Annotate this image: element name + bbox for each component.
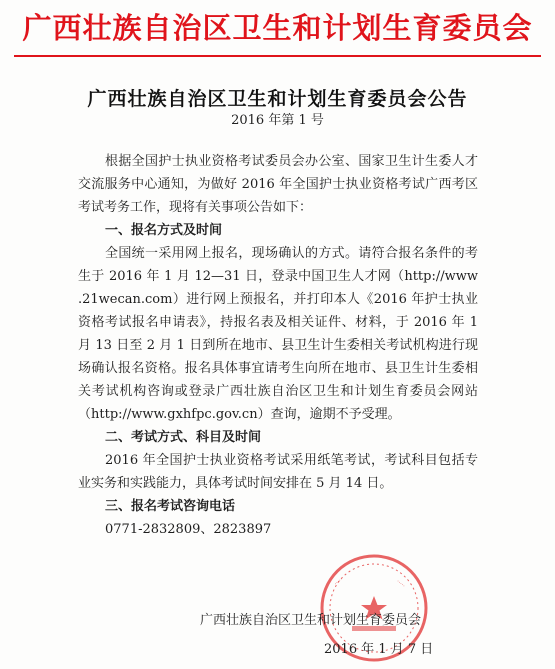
section-heading-contact: 三、报名考试咨询电话	[105, 499, 236, 514]
section-heading-exam: 二、考试方式、科目及时间	[105, 430, 262, 445]
document-title: 广西壮族自治区卫生和计划生育委员会公告	[87, 88, 468, 110]
signature-org: 广西壮族自治区卫生和计划生育委员会	[200, 613, 422, 628]
svg-text:·····: ·····	[394, 578, 407, 590]
section-heading-registration: 一、报名方式及时间	[105, 223, 223, 238]
intro-paragraph: 根据全国护士执业资格考试委员会办公室、国家卫生计生委人才交流服务中心通知，为做好 2016 年全国护士执业资格考试广西考区考试考务工作，现将有关事项公告如下：	[78, 154, 478, 215]
svg-text:·····: ·····	[332, 576, 345, 588]
section-paragraph-exam: 2016 年全国护士执业资格考试采用纸笔考试，考试科目包括专业实务和实践能力，具体考试时间安排在 5 月 14 日。	[78, 453, 478, 491]
section-paragraph-registration: 全国统一采用网上报名，现场确认的方式。请符合报名条件的考生于 2016 年 1 月 12—31 日，登录中国卫生人才网（http://www .21wecan.com）进行网上预报名，并打印本人《2016 年护士执业资格考试报名申请表》，持报名表及相关证件、材料，于 2016 年 1 月 13 日至 2 月 1 日到所在地市、县卫生计生委相关考试机构进行现场确认报名资格。报名具体事宜请考生向所在地市、县卫生计生委相关考试机构咨询或登录广西壮族自治区卫生和计划生育委员会网站（http://www.gxhfpc.gov.cn）查询，逾期不予受理。	[78, 246, 478, 422]
signature-date: 2016 年 1 月 7 日	[324, 642, 434, 657]
document-body	[78, 150, 478, 541]
header-divider	[14, 55, 541, 57]
section-paragraph-contact: 0771-2832809、2823897	[105, 522, 272, 537]
document-number: 2016 年第 1 号	[231, 113, 324, 128]
org-header-title: 广西壮族自治区卫生和计划生育委员会	[22, 11, 533, 45]
